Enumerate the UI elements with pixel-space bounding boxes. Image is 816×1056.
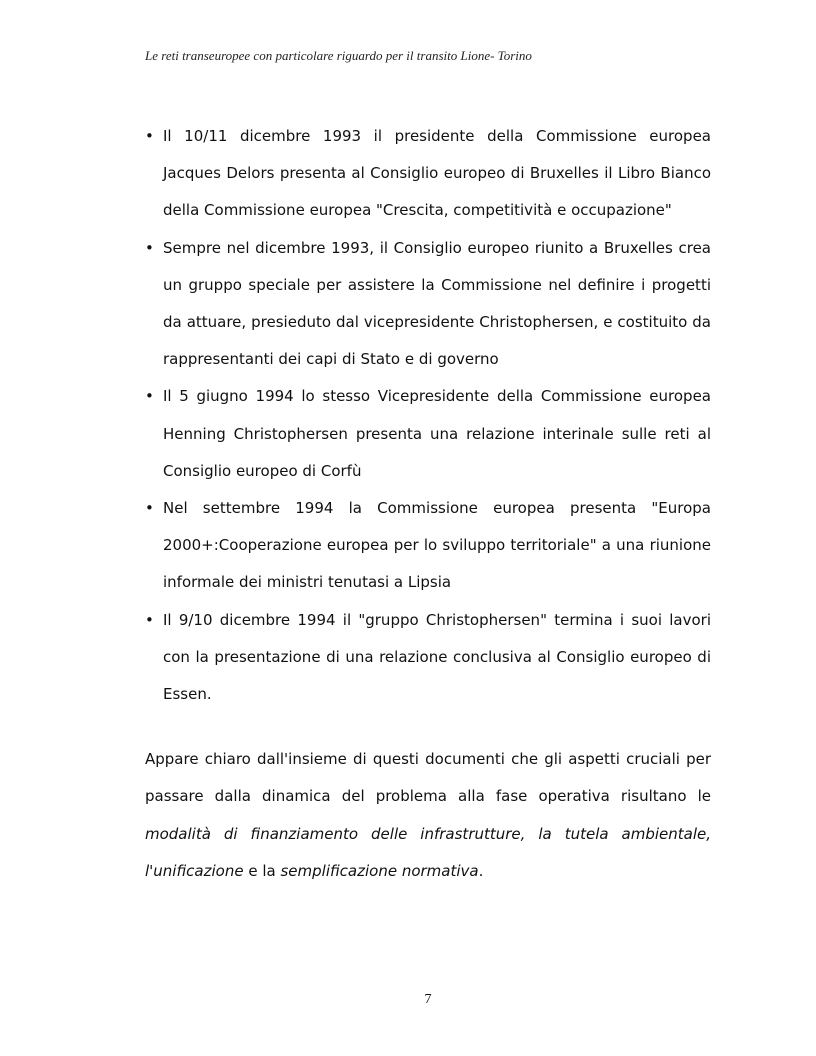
paragraph-connector: e la — [243, 861, 281, 880]
paragraph-intro: Appare chiaro dall'insieme di questi documenti che gli aspetti cruciali per passare dalla dinamica del problema alla fase operativa risultano le — [145, 750, 711, 806]
running-header: Le reti transeuropee con particolare riguardo per il transito Lione- Torino — [145, 48, 532, 63]
emphasis-text: modalità di finanziamento delle infrastrutture, la tutela ambientale, l'unificazione — [145, 824, 711, 880]
list-item — [145, 378, 711, 490]
page-number: 7 — [424, 992, 432, 1007]
list-item — [145, 118, 711, 230]
conclusion-paragraph — [145, 741, 711, 890]
list-item-text: Nel settembre 1994 la Commissione europea presenta "Europa 2000+:Cooperazione europea per lo sviluppo territoriale" a una riunione informale dei ministri tenutasi a Lipsia — [163, 499, 711, 592]
bullet-icon: • — [145, 127, 154, 145]
emphasis-text: semplificazione normativa — [280, 861, 479, 880]
list-item-text: Il 9/10 dicembre 1994 il "gruppo Christophersen" termina i suoi lavori con la presentazione di una relazione conclusiva al Consiglio europeo di Essen. — [163, 610, 711, 704]
list-item — [145, 230, 711, 379]
list-item-text: Il 5 giugno 1994 lo stesso Vicepresidente della Commissione europea Henning Christophersen presenta una relazione interinale sulle reti al Consiglio europeo di Corfù — [163, 387, 711, 480]
list-item-text: Il 10/11 dicembre 1993 il presidente della Commissione europea Jacques Delors presenta al Consiglio europeo di Bruxelles il Libro Bianco della Commissione europea "Crescita, competitività e occupazione" — [163, 127, 711, 220]
bullet-icon: • — [145, 610, 154, 629]
bullet-icon: • — [145, 387, 154, 406]
timeline-list — [145, 118, 711, 713]
list-item — [145, 490, 711, 602]
list-item — [145, 602, 711, 714]
list-item-text: Sempre nel dicembre 1993, il Consiglio europeo riunito a Bruxelles crea un gruppo speciale per assistere la Commissione nel definire i progetti da attuare, presieduto dal vicepresidente Christophersen, e costituito da rappresentanti dei capi di Stato e di governo — [163, 238, 711, 369]
paragraph-end: . — [478, 861, 484, 880]
page-body — [145, 118, 711, 890]
bullet-icon: • — [145, 238, 154, 257]
bullet-icon: • — [145, 499, 154, 518]
